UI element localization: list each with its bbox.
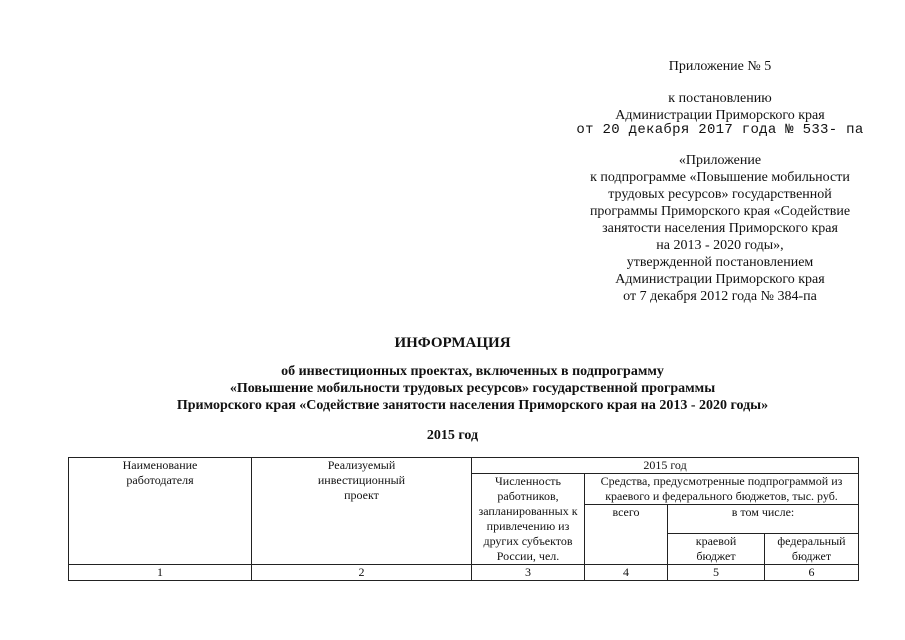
- header-project: Реализуемый инвестиционный проект: [252, 458, 472, 565]
- appendix-line: Администрации Приморского края: [615, 108, 825, 123]
- subappendix-line: программы Приморского края «Содействие: [589, 204, 851, 219]
- year-heading: 2015 год: [426, 428, 479, 443]
- appendix-title: Приложение № 5: [668, 59, 772, 74]
- header-total: всего: [585, 505, 668, 565]
- subappendix-line: утвержденной постановлением: [626, 255, 814, 270]
- investment-table: [68, 457, 859, 581]
- column-number: 3: [472, 565, 585, 581]
- subappendix-line: трудовых ресурсов» государственной: [608, 187, 832, 202]
- column-number: 5: [668, 565, 765, 581]
- subappendix-line: Администрации Приморского края: [615, 272, 825, 287]
- subappendix-line: «Приложение: [678, 153, 762, 168]
- document-subtitle: [20, 363, 905, 414]
- header-workers-count: Численность работников, запланированных к привлечению из других субъектов России, чел.: [472, 474, 585, 565]
- subappendix-line: от 7 декабря 2012 года № 384-па: [623, 289, 817, 304]
- header-federal-budget: федеральный бюджет: [765, 534, 859, 565]
- subappendix-line: на 2013 - 2020 годы»,: [656, 238, 784, 253]
- subtitle-line: Приморского края «Содействие занятости населения Приморского края на 2013 - 2020 годы»: [176, 398, 769, 413]
- appendix-line: к постановлению: [668, 91, 772, 106]
- header-employer: Наименование работодателя: [69, 458, 252, 565]
- header-year: 2015 год: [472, 458, 859, 474]
- header-regional-budget: краевой бюджет: [668, 534, 765, 565]
- column-number: 4: [585, 565, 668, 581]
- document-title: ИНФОРМАЦИЯ: [394, 335, 511, 351]
- header-funds: Средства, предусмотренные подпрограммой из краевого и федерального бюджетов, тыс. руб.: [585, 474, 859, 505]
- subtitle-line: «Повышение мобильности трудовых ресурсов» государственной программы: [229, 381, 716, 396]
- subappendix-block: [540, 152, 900, 305]
- column-number: 2: [252, 565, 472, 581]
- subappendix-line: к подпрограмме «Повышение мобильности: [590, 170, 850, 185]
- column-number: 1: [69, 565, 252, 581]
- appendix-date-line: от 20 декабря 2017 года № 533- па: [576, 122, 864, 138]
- subappendix-line: занятости населения Приморского края: [602, 221, 838, 236]
- subtitle-line: об инвестиционных проектах, включенных в подпрограмму: [281, 364, 664, 379]
- column-number: 6: [765, 565, 859, 581]
- header-including: в том числе:: [668, 505, 859, 534]
